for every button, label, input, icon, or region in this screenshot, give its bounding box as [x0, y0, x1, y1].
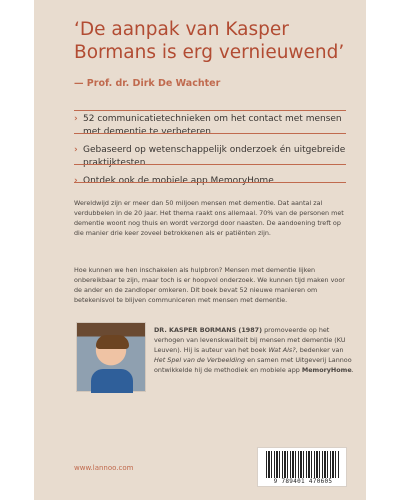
feature-item: › Gebaseerd op wetenschappelijk onderzoek én uitgebreide praktijktesten — [74, 145, 346, 168]
chevron-right-icon: › — [74, 176, 78, 186]
divider — [74, 164, 346, 165]
blurb-paragraph: Hoe kunnen we hen inschakelen als hulpbron? Mensen met dementie lijken onbereikbaar te zijn, maar toch is er hoopvol onderzoek. We kunnen tijd maken voor de ander en de zandloper omkeren. Dit boek bevat 52 nieuwe manieren om betekenisvol te blijven communiceren met mensen met dementie. — [74, 266, 345, 304]
author-name: DR. KASPER BORMANS (1987) — [154, 326, 263, 334]
divider — [74, 110, 346, 111]
publisher-website: www.lannoo.com — [74, 464, 134, 472]
divider — [74, 133, 346, 134]
isbn-number: 9 789401 470605 — [273, 478, 333, 485]
isbn-barcode — [257, 447, 347, 487]
author-bio: DR. KASPER BORMANS (1987) promoveerde op het verhogen van levenskwaliteit bij mensen met dementie (KU Leuven). Hij is auteur van het boek Wat Als?, bedenker van Het Spel van de Verbeelding en samen met Uitgeverij Lannoo ontwikkelde hij de methodiek en mobiele app MemoryHome. — [154, 326, 354, 374]
chevron-right-icon: › — [74, 145, 78, 155]
feature-item: › Ontdek ook de mobiele app MemoryHome — [74, 176, 274, 186]
divider — [74, 182, 346, 183]
book-back-cover — [34, 0, 366, 500]
blurb-paragraph: Wereldwijd zijn er meer dan 50 miljoen mensen met dementie. Dat aantal zal verdubbelen in de 20 jaar. Het thema raakt ons allemaal. 70% van de personen met dementie woont nog thuis en wordt verzorgd door naasten. De aandoening treft op die manier drie keer zoveel betrokkenen als er patiënten zijn. — [74, 199, 344, 237]
quote-author: — Prof. dr. Dirk De Wachter — [74, 78, 221, 89]
author-photo — [76, 322, 146, 392]
barcode-bars — [266, 451, 340, 478]
endorsement-quote: ‘De aanpak van Kasper Bormans is erg vernieuwend’ — [74, 19, 345, 63]
feature-item: › 52 communicatietechnieken om het contact met mensen met dementie te verbeteren — [74, 114, 342, 137]
chevron-right-icon: › — [74, 114, 78, 124]
